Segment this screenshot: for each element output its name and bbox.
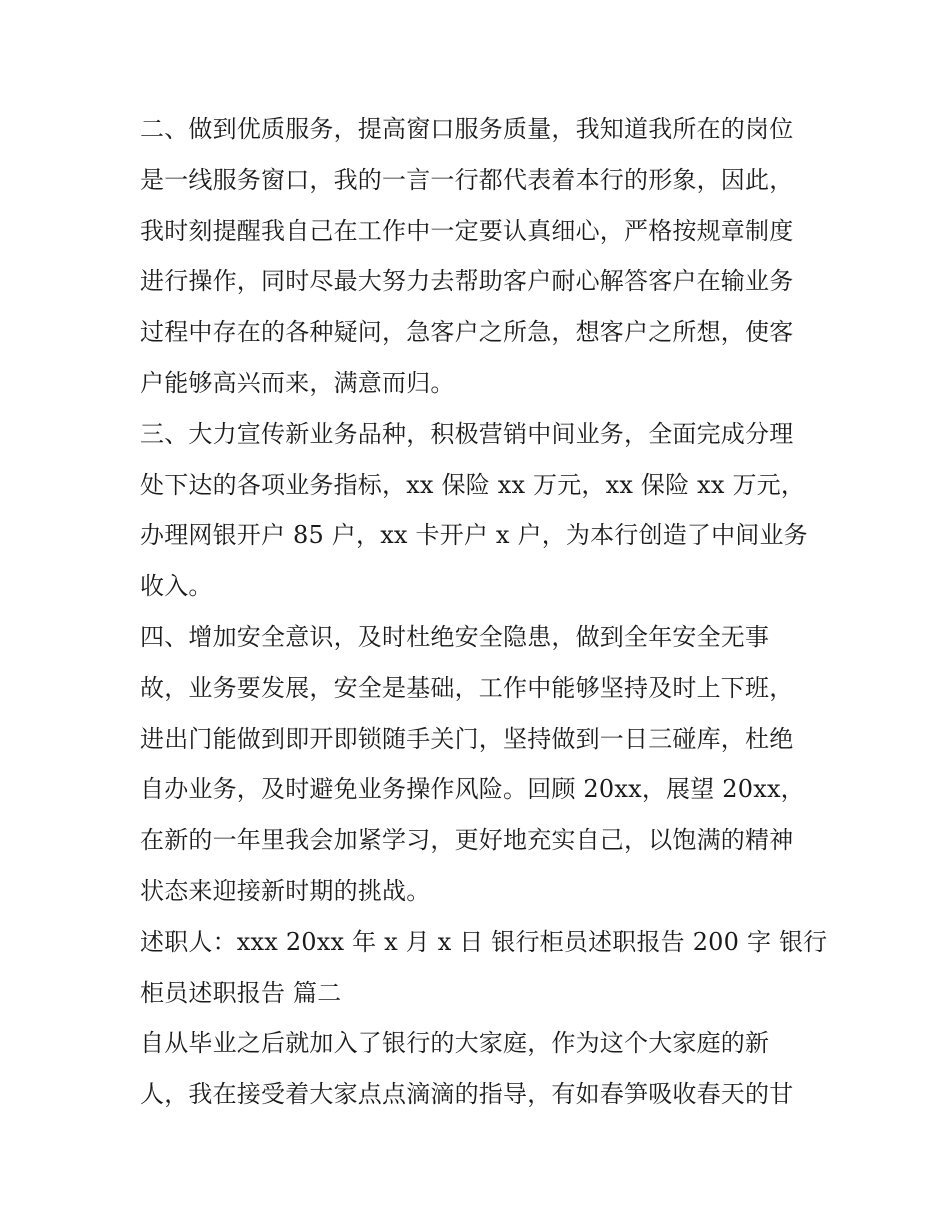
text-line: 四、增加安全意识，及时杜绝安全隐患，做到全年安全无事 xyxy=(140,622,770,651)
text-line: 三、大力宣传新业务品种，积极营销中间业务，全面完成分理 xyxy=(140,419,794,448)
text-line: 进行操作，同时尽最大努力去帮助客户耐心解答客户在输业务 xyxy=(140,267,794,296)
text-line: 办理网银开户 85 户，xx 卡开户 x 户，为本行创造了中间业务 xyxy=(140,521,808,550)
text-line: 二、做到优质服务，提高窗口服务质量，我知道我所在的岗位 xyxy=(140,115,794,143)
text-line: 处下达的各项业务指标，xx 保险 xx 万元，xx 保险 xx 万元， xyxy=(140,470,806,499)
text-line: 是一线服务窗口，我的一言一行都代表着本行的形象，因此， xyxy=(140,165,794,194)
text-line: 过程中存在的各种疑问，急客户之所急，想客户之所想，使客 xyxy=(140,318,794,347)
text-line: 收入。 xyxy=(140,572,213,601)
text-line: 人，我在接受着大家点点滴滴的指导，有如春笋吸收春天的甘 xyxy=(140,1080,794,1109)
text-line: 自从毕业之后就加入了银行的大家庭，作为这个大家庭的新 xyxy=(140,1029,770,1058)
text-line: 在新的一年里我会加紧学习，更好地充实自己，以饱满的精神 xyxy=(140,826,794,855)
text-line: 故，业务要发展，安全是基础，工作中能够坚持及时上下班， xyxy=(140,673,794,702)
text-line: 状态来迎接新时期的挑战。 xyxy=(140,876,431,905)
text-line: 户能够高兴而来，满意而归。 xyxy=(140,368,455,397)
text-line: 柜员述职报告 篇二 xyxy=(140,978,342,1007)
document-body xyxy=(140,104,828,1120)
text-line: 自办业务，及时避免业务操作风险。回顾 20xx，展望 20xx， xyxy=(140,775,805,804)
text-line: 进出门能做到即开即锁随手关门，坚持做到一日三碰库，杜绝 xyxy=(140,724,794,753)
text-line: 述职人：xxx 20xx 年 x 月 x 日 银行柜员述职报告 200 字 银行 xyxy=(140,927,828,956)
text-line: 我时刻提醒我自己在工作中一定要认真细心，严格按规章制度 xyxy=(140,216,794,245)
